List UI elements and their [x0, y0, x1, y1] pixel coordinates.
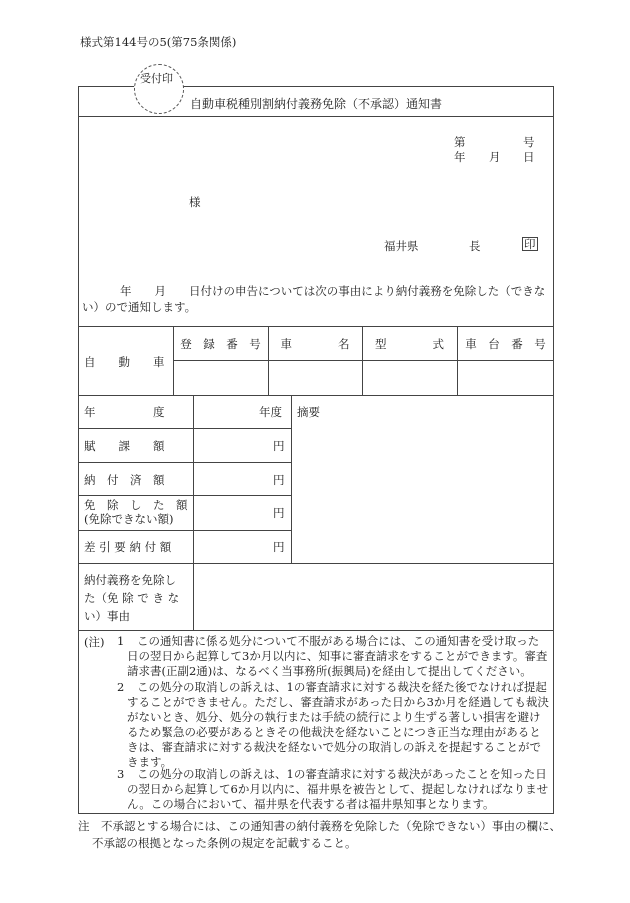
doc-no-suffix: 号: [523, 135, 535, 149]
body-text-line1: 年 月 日付けの申告については次の事由により納付義務を免除した（できな: [120, 284, 546, 298]
registration-number-value[interactable]: [176, 368, 264, 388]
body-text-line2: い）ので通知します。: [82, 300, 197, 314]
reason-label-line2: た（免 除 で き な: [84, 591, 180, 605]
reason-label-line1: 納付義務を免除し: [84, 573, 176, 587]
balance-due-label: 差 引 要 納 付 額: [84, 540, 172, 554]
note-2-line-1: この処分の取消しの訴えは、1の審査請求に対する裁決を経た後でなければ提起: [137, 680, 547, 694]
note-2-line-5: きは、審査請求に対する裁決を経ないで処分の取消しの訴えを提起することがで: [127, 740, 541, 754]
title-divider: [78, 116, 554, 117]
note-1: [127, 634, 551, 679]
note-2-line-6: きます。: [127, 755, 173, 769]
note-2: [127, 680, 551, 770]
paid-amount-label: 納 付 済 額: [84, 473, 165, 487]
note-1-line-1: この通知書に係る処分について不服がある場合には、この通知書を受け取った: [137, 634, 540, 648]
summary-label: 摘要: [297, 405, 320, 419]
note-3-number: 3: [117, 767, 125, 781]
note-2-line-2: することができません。ただし、審査請求があった日から3か月を経過しても裁決: [127, 695, 549, 709]
fiscal-year-unit: 年度: [259, 405, 282, 419]
date-year: 年: [454, 150, 466, 164]
footer-note-line1: 注 不承認とする場合には、この通知書の納付義務を免除した（免除できない）事由の欄に、: [78, 819, 561, 833]
note-2-number: 2: [117, 680, 125, 694]
note-2-line-4: るため緊急の必要があるときその他裁決を経ないことにつき正当な理由があると: [127, 725, 541, 739]
col-chassis-number: 車 台 番 号: [465, 337, 546, 351]
balance-due-unit: 円: [273, 540, 285, 554]
col-registration-number: 登 録 番 号: [180, 337, 261, 351]
vehicle-top-line: [78, 326, 554, 327]
issuer-prefecture: 福井県: [384, 239, 419, 253]
date-month: 月: [489, 150, 501, 164]
note-3-line-2: の翌日から起算して6か月以内に、福井県を被告として、提起しなければなりませ: [127, 782, 549, 796]
vehicle-name-value[interactable]: [271, 368, 359, 388]
note-2-line-3: がないとき、処分、処分の執行または手続の続行により生ずる著しい損害を避け: [127, 710, 541, 724]
assessed-amount-label: 賦 課 額: [84, 439, 165, 453]
exempted-amount-unit: 円: [273, 506, 285, 520]
chassis-number-value[interactable]: [460, 368, 550, 388]
reception-stamp-label: 受付印: [140, 72, 173, 85]
vehicle-row-label: 自 動 車: [84, 355, 165, 369]
vehicle-bottom-line: [78, 395, 554, 396]
assessed-amount-unit: 円: [273, 439, 285, 453]
reason-label: [84, 571, 192, 625]
notes-heading: (注): [84, 635, 105, 649]
note-1-line-2: 日の翌日から起算して3か月以内に、知事に審査請求をすることができます。審査: [127, 649, 548, 663]
seal-char: 印: [524, 237, 536, 251]
col-vehicle-name: 車 名: [280, 337, 350, 351]
paid-amount-unit: 円: [273, 473, 285, 487]
reason-text-area[interactable]: [197, 568, 550, 626]
form-reference: 様式第144号の5(第75条関係): [80, 35, 237, 49]
exempted-amount-label-line2: (免除できない額): [84, 512, 174, 526]
note-3: [127, 767, 551, 812]
document-title: 自動車税種別割納付義務免除（不承認）通知書: [190, 97, 443, 111]
col-model: 型 式: [375, 337, 444, 351]
doc-no-prefix: 第: [454, 135, 466, 149]
reason-label-line3: い）事由: [84, 609, 130, 623]
note-3-line-3: ん。この場合において、福井県を代表する者は福井県知事となります。: [127, 797, 495, 811]
note-1-number: 1: [117, 634, 125, 648]
fiscal-year-label: 年 度: [84, 405, 165, 419]
footer-note-line2: 不承認の根拠となった条例の規定を記載すること。: [92, 836, 357, 850]
date-day: 日: [523, 150, 535, 164]
note-1-line-3: 請求書(正副2通)は、なるべく当事務所(振興局)を経由して提出してください。: [127, 664, 532, 678]
exempted-amount-label: [84, 498, 194, 526]
issuer-title: 長: [469, 239, 481, 253]
seal-mark: [522, 237, 538, 251]
addressee-suffix: 様: [189, 195, 201, 209]
note-3-line-1: この処分の取消しの訴えは、1の審査請求に対する裁決があったことを知った日: [137, 767, 547, 781]
model-value[interactable]: [365, 368, 453, 388]
exempted-amount-label-line1: 免 除 し た 額: [84, 498, 188, 512]
